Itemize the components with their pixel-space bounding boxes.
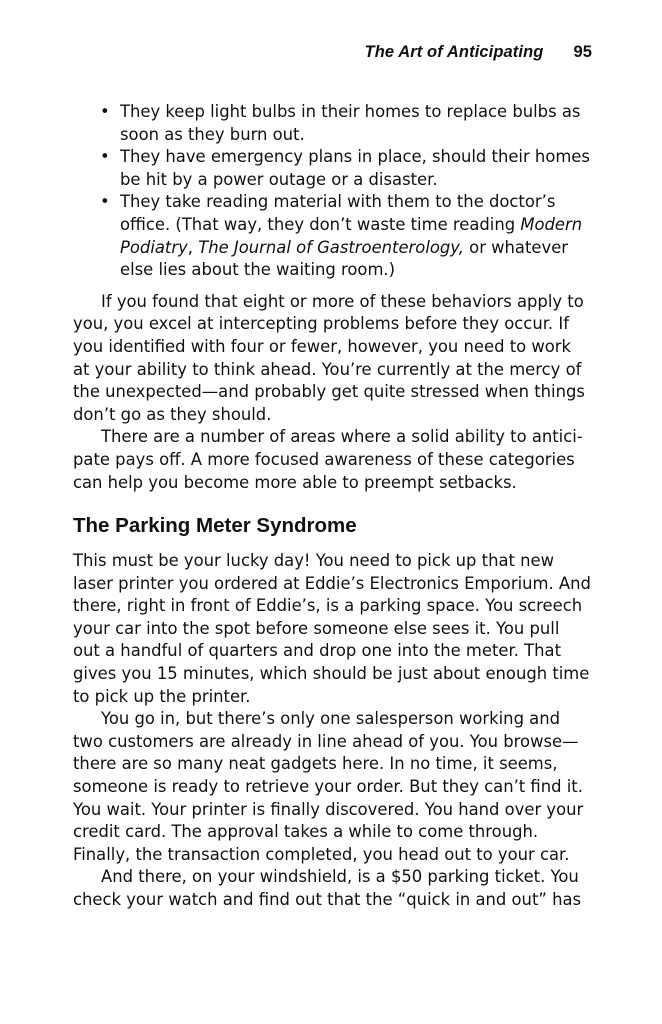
bullet-text: They take reading material with them to the doctor’s office. (That way, they don’t waste time reading [120,192,556,234]
running-head-title: The Art of Anticipating [364,43,544,61]
paragraph: This must be your lucky day! You need to pick up that new laser printer you ordered at Eddie’s Electronics Emporium. And there, right in front of Eddie’s, is a parking space. You screech your car into the spot before someone else sees it. You pull out a handful of quarters and drop one into the meter. That gives you 15 minutes, which should be just about enough time to pick up the printer. [73,551,591,706]
body-text [73,101,591,912]
bullet-list [73,101,591,282]
section-heading: The Parking Meter Syndrome [73,514,357,538]
bullet-text-separator: , [187,237,199,257]
bullet-dot-icon: • [100,147,110,167]
bullet-item [73,101,591,146]
bullet-dot-icon: • [100,102,110,121]
paragraph: And there, on your windshield, is a $50 parking ticket. You check your watch and find out that the “quick in and out” has [73,867,582,909]
paragraph: If you found that eight or more of these behaviors apply to you, you excel at intercepting problems before they occur. If you identified with four or fewer, however, you need to work at your ability to think ahead. You’re currently at the mercy of the unexpected—and probably get quite stressed when things don’t go as they should. [73,291,585,424]
paragraph: There are a number of areas where a solid ability to antici-pate pays off. A more focused awareness of these categories can help you become more able to preempt setbacks. [73,427,583,492]
bullet-item [73,191,591,281]
paragraph: You go in, but there’s only one salesperson working and two customers are already in line ahead of you. You browse—there are so many neat gadgets here. In no time, it seems, someone is ready to retrieve your order. But they can’t find it. You wait. Your printer is finally discovered. You hand over your credit card. The approval takes a while to come through. Finally, the transaction completed, you head out to your car. [73,709,584,864]
page-number: 95 [573,43,592,61]
journal-title-italic: The Journal of Gastroenterology, [198,237,464,257]
bullet-item [73,146,591,191]
bullet-dot-icon: • [100,192,110,212]
bullet-text: They have emergency plans in place, should their homes be hit by a power outage or a disaster. [120,147,590,189]
journal-title-italic: Modern Podiatry [120,214,583,257]
bullet-text: They keep light bulbs in their homes to replace bulbs as soon as they burn out. [120,102,581,144]
running-head [365,43,592,62]
bullet-text-end: or whatever else lies about the waiting room.) [120,237,569,280]
